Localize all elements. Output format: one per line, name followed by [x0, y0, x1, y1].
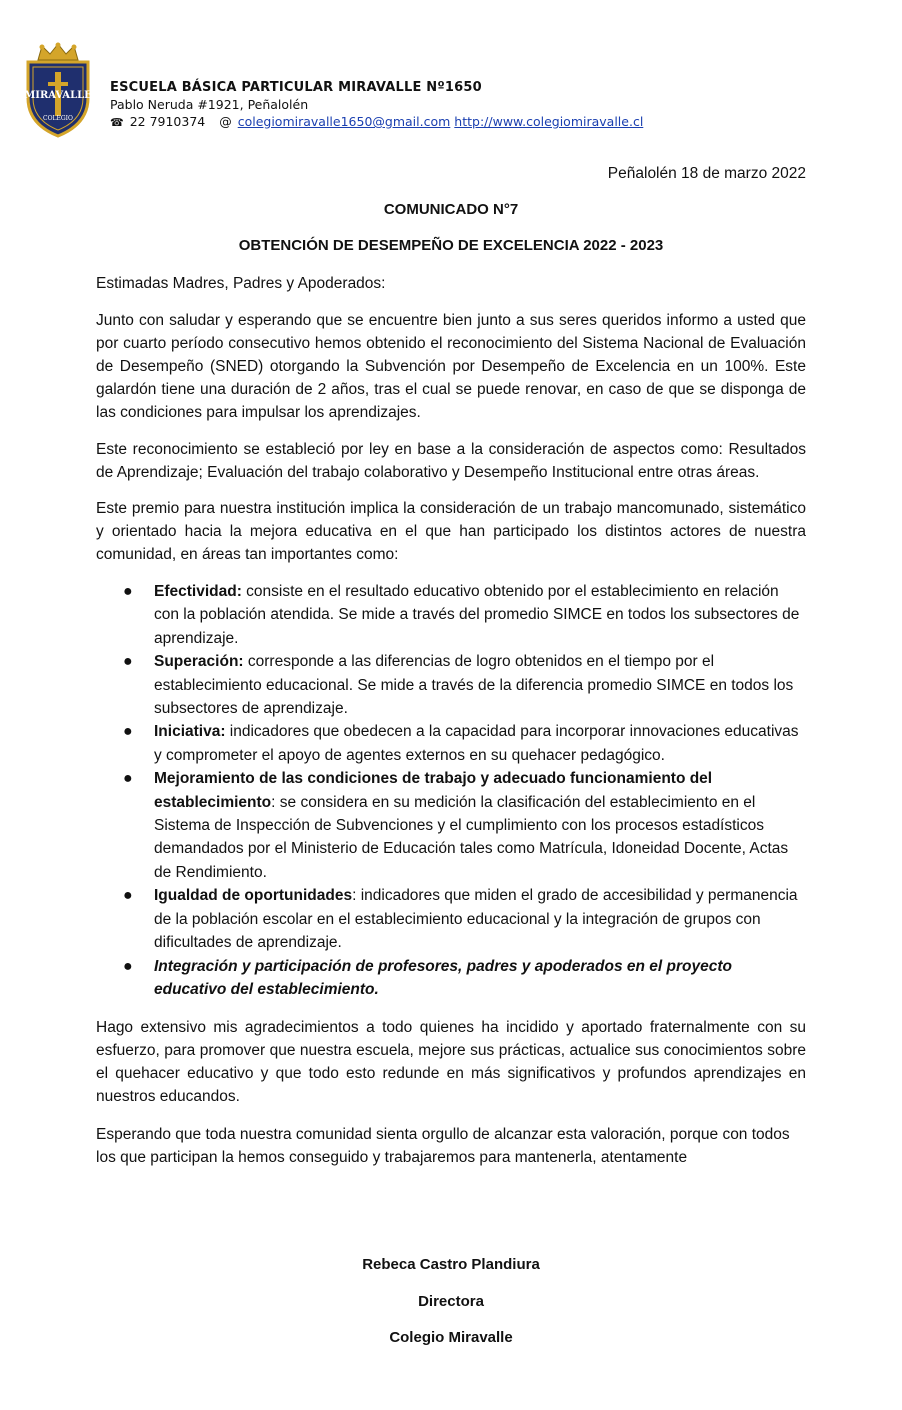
areas-list	[123, 580, 804, 1001]
phone-icon: ☎	[110, 116, 124, 129]
list-item-term: Mejoramiento de las condiciones de trabajo y adecuado funcionamiento del establecimiento	[154, 770, 713, 811]
paragraph-areas: Este premio para nuestra institución implica la consideración de un trabajo mancomunado, sistemático y orientado hacia la mejora educativa en el que han participado los distintos actores de nuestra comunidad, en áreas tan importantes como:	[96, 500, 806, 563]
bullet-icon: ●	[123, 723, 133, 741]
paragraph-closing: Esperando que toda nuestra comunidad sienta orgullo de alcanzar esta valoración, porque con todos los que participan la hemos conseguido y trabajaremos para mantenerla, atentamente	[96, 1126, 790, 1166]
bullet-icon: ●	[123, 583, 133, 600]
list-item-term: Igualdad de oportunidades	[154, 887, 353, 905]
document-title: COMUNICADO N°7	[383, 201, 519, 218]
contact-line	[110, 113, 643, 131]
list-item	[123, 767, 804, 884]
logo-subtext: COLEGIO	[43, 115, 73, 122]
list-item-text: consiste en el resultado educativo obtenido por el establecimiento en relación con la población atendida. Se mide a través del promedio SIMCE en todos los subsectores de aprendizaje.	[154, 583, 800, 647]
list-item-text: : indicadores que miden el grado de accesibilidad y permanencia de la población escolar en el establecimiento educacional y la integración de grupos con dificultades de aprendizaje.	[154, 887, 798, 952]
school-name: ESCUELA BÁSICA PARTICULAR MIRAVALLE Nº1650	[110, 80, 482, 95]
document-subject: OBTENCIÓN DE DESEMPEÑO DE EXCELENCIA 2022 - 2023	[238, 237, 664, 254]
document-date: Peñalolén 18 de marzo 2022	[607, 165, 806, 182]
signature-role: Directora	[418, 1293, 484, 1310]
bullet-icon: ●	[123, 653, 133, 671]
bullet-icon: ●	[123, 887, 133, 905]
list-item-text: indicadores que obedecen a la capacidad para incorporar innovaciones educativas y comprometer el apoyo de agentes externos en su quehacer pedagógico.	[154, 723, 799, 764]
crown-icon	[38, 43, 78, 61]
paragraph-law: Este reconocimiento se estableció por ley en base a la consideración de aspectos como: Resultados de Aprendizaje; Evaluación del trabajo colaborativo y Desempeño Institucional entre otras áreas.	[96, 441, 806, 481]
salutation: Estimadas Madres, Padres y Apoderados:	[96, 275, 386, 292]
list-item	[123, 720, 804, 767]
bullet-icon: ●	[123, 770, 133, 788]
logo-text: MIRAVALLE	[24, 90, 92, 101]
list-item	[123, 650, 804, 720]
list-item	[123, 580, 804, 650]
school-phone: 22 7910374	[129, 114, 206, 129]
bullet-icon: ●	[123, 957, 133, 975]
paragraph-intro: Junto con saludar y esperando que se encuentre bien junto a sus seres queridos informo a usted que por cuarto período consecutivo hemos obtenido el reconocimiento del Sistema Nacional de Evaluación de Desempeño (SNED) otorgando la Subvención por Desempeño de Excelencia en un 100%. Este galardón tiene una duración de 2 años, tras el cual se puede renovar, en caso de que se disponga de las condiciones para impulsar los aprendizajes.	[96, 312, 806, 421]
list-item	[123, 884, 804, 954]
email-icon: @	[219, 114, 232, 129]
list-item-text: corresponde a las diferencias de logro obtenidos en el tiempo por el establecimiento educacional. Se mide a través de la diferencia promedio SIMCE en todos los subsectores de aprendizaje.	[154, 653, 794, 718]
signature-organization: Colegio Miravalle	[389, 1329, 513, 1346]
signature-name: Rebeca Castro Plandiura	[362, 1256, 540, 1273]
list-item	[123, 955, 804, 1002]
school-crest-logo	[22, 42, 94, 138]
school-email-link[interactable]: colegiomiravalle1650@gmail.com	[237, 114, 451, 129]
list-item-term: Efectividad:	[154, 583, 242, 600]
list-item-text: : se considera en su medición la clasificación del establecimiento en el Sistema de Inspección de Subvenciones y el cumplimiento con los procesos estadísticos demandados por el Ministerio de Educación tales como Matrícula, Idoneidad Docente, Actas de Rendimiento.	[154, 793, 789, 881]
school-address: Pablo Neruda #1921, Peñalolén	[110, 97, 309, 112]
list-item-term: Iniciativa:	[154, 723, 226, 741]
list-item-term: Integración y participación de profesores, padres y apoderados en el proyecto educativo del establecimiento.	[154, 957, 732, 998]
paragraph-thanks: Hago extensivo mis agradecimientos a todo quienes ha incidido y aportado fraternalmente con su esfuerzo, para promover que nuestra escuela, mejore sus prácticas, actualice sus conocimientos sobre el quehacer educativo y que todo esto redunde en más significativos y profundos aprendizajes en nuestros educandos.	[96, 1019, 806, 1105]
letterhead	[110, 79, 643, 131]
school-website-link[interactable]: http://www.colegiomiravalle.cl	[454, 114, 644, 129]
list-item-term: Superación:	[154, 653, 244, 671]
